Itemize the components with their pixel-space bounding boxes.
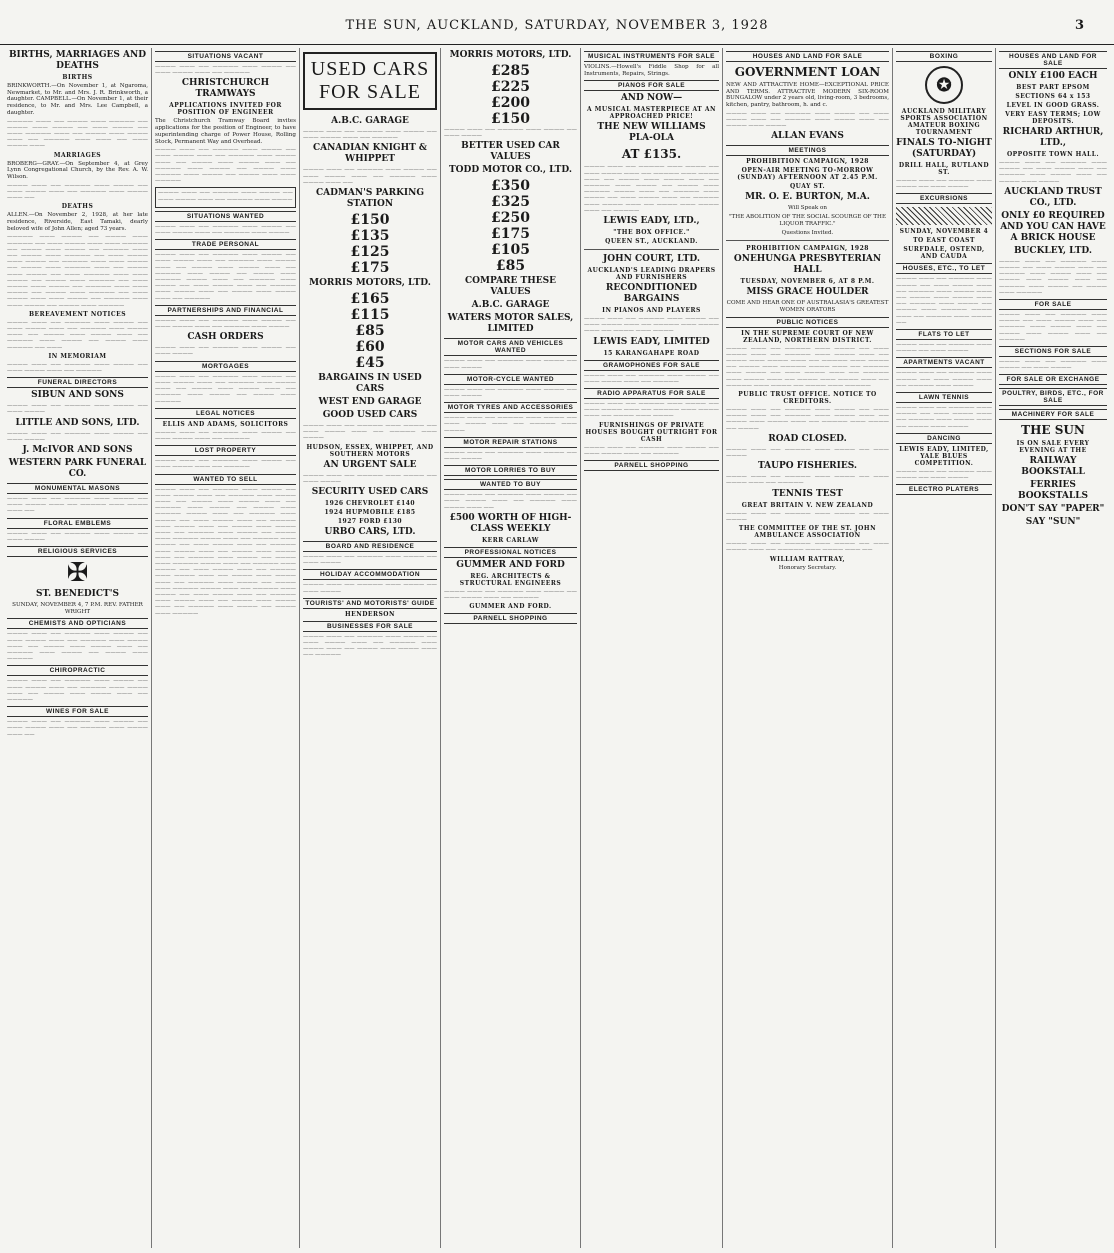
divider bbox=[584, 249, 719, 250]
ad-title: ONLY £0 REQUIRED AND YOU CAN HAVE A BRICK HOUSE bbox=[1000, 210, 1106, 243]
subheading: THE COMMITTEE OF THE ST. JOHN AMBULANCE ASSOCIATION bbox=[738, 525, 877, 540]
subheading: LEWIS EADY, LIMITED, YALE BLUES COMPETITION. bbox=[899, 445, 989, 467]
section-heading: APARTMENTS VACANT bbox=[896, 357, 992, 368]
ad-filler: ———— ——— —— ————— ——— ———— —— ——— ———— ——— —— ————— ——— ———— ——— —— ———— ——— ———— bbox=[896, 405, 992, 430]
ad-filler: ———— ——— —— ————— ——— ———— —— ——— ———— ——— —— ————— ——— ———— ——— —— ———— ——— ———— ——— —— ————— bbox=[7, 678, 148, 704]
ad-filler: ———— ——— —— ————— ——— ———— —— ——— ———— ——— —— ————— bbox=[584, 372, 719, 385]
boxer-emblem-icon: ✪ bbox=[925, 66, 963, 104]
section-heading: SECTIONS FOR SALE bbox=[999, 346, 1107, 357]
section-heading: MONUMENTAL MASONS bbox=[7, 483, 148, 494]
ad-filler: ———— ——— —— ————— ——— ———— —— ——— ———— ——— —— ————— bbox=[303, 129, 437, 142]
price: £350 bbox=[491, 178, 530, 195]
boxed-ad bbox=[155, 187, 296, 207]
ad-filler: ———— ——— —— ————— ——— ———— —— ——— ———— ——— —— ————— ——— ———— ——— —— ———— ——— ———— ——— —— ————— ——— ———— —— ———— ——— ————— bbox=[155, 373, 296, 405]
ad-filler: ———— ——— —— ————— ——— ———— —— ——— ———— ——— —— ————— ——— ———— ——— —— ———— ——— ———— bbox=[584, 401, 719, 420]
ad-filler: ———— ——— —— ————— ——— ———— —— ——— ———— bbox=[303, 582, 437, 595]
ad-title: WATERS MOTOR SALES, LIMITED bbox=[447, 313, 574, 335]
ad-filler: ———— ——— —— ————— ——— ———— —— ——— ———— ——— —— ————— ——— ———— ——— —— bbox=[444, 492, 577, 511]
column-used-cars bbox=[300, 48, 441, 1248]
price: £150 bbox=[350, 212, 390, 229]
flag-icon bbox=[896, 207, 992, 225]
section-heading: MOTOR CARS AND VEHICLES WANTED bbox=[444, 338, 577, 356]
ad-filler: ———— ——— —— ————— ——— ———— —— ——— ———— ——— —— ————— ——— ———— bbox=[155, 317, 296, 331]
notice-text: The Christchurch Tramway Board invites applications for the position of Engineer, to have superintending charge of Power House, Rolling Stock, Permanent Way and Overhead. bbox=[155, 118, 296, 145]
section-heading: TRADE PERSONAL bbox=[155, 239, 296, 250]
column-music bbox=[581, 48, 723, 1248]
section-heading: FLATS TO LET bbox=[896, 329, 992, 340]
notice-text: BRINKWORTH.—On November 1, at Ngaroma, Newmarket, to Mr. and Mrs. J. R. Brinkworth, a daughter. CAMPBELL.—On November 1, at their residence, to Mr. and Mrs. Lee Campbell, a daughter. bbox=[7, 83, 148, 116]
ad-title: COMPARE THESE VALUES bbox=[465, 276, 556, 298]
subheading: WILLIAM RATTRAY, bbox=[769, 555, 846, 563]
section-heading: MOTOR LORRIES TO BUY bbox=[444, 465, 577, 476]
notice-text: BROBERG—GRAY.—On September 4, at Grey Lynn Congregational Church, by the Rev. A. W. Wilson. bbox=[7, 160, 148, 180]
divider bbox=[726, 240, 889, 241]
section-heading: FOR SALE bbox=[999, 299, 1107, 310]
section-heading: PIANOS FOR SALE bbox=[584, 80, 719, 91]
section-heading: FLORAL EMBLEMS bbox=[7, 518, 148, 529]
section-heading: HOLIDAY ACCOMMODATION bbox=[303, 569, 437, 580]
subheading: APPLICATIONS INVITED FOR POSITION OF ENGINEER bbox=[169, 102, 282, 117]
section-heading: ELECTRO PLATERS bbox=[896, 484, 992, 495]
subheading: PROHIBITION CAMPAIGN, 1928 bbox=[746, 158, 869, 166]
ad-title: WESTERN PARK FUNERAL CO. bbox=[8, 458, 147, 480]
subheading: REG. ARCHITECTS & STRUCTURAL ENGINEERS bbox=[459, 572, 562, 587]
price: £165 bbox=[350, 291, 390, 308]
ad-filler: ———— ——— —— ————— ——— ———— —— ——— ———— ——— —— ————— ——— ———— bbox=[896, 370, 992, 389]
section-heading: FOR SALE OR EXCHANGE bbox=[999, 374, 1107, 385]
subheading: TO EAST COAST bbox=[913, 237, 975, 245]
section-heading: PARNELL SHOPPING bbox=[444, 613, 577, 624]
notice-text: SUNDAY, NOVEMBER 4, 7 P.M. REV. FATHER WRIGHT bbox=[12, 602, 143, 615]
ad-filler: ———— ——— —— ————— ——— ———— —— ——— ———— ——— —— ————— ——— ———— ——— —— ———— ——— ———— bbox=[999, 160, 1107, 185]
ad-title: URBO CARS, LTD. bbox=[324, 527, 416, 538]
cross-icon: ✠ bbox=[66, 558, 89, 589]
page-number: 3 bbox=[1074, 18, 1084, 33]
notice-text: NEW AND ATTRACTIVE HOME—EXCEPTIONAL PRICE AND TERMS. ATTRACTIVE MODERN SIX-ROOM BUNGALOW under 2 years old, living-room, 3 bedrooms, kitchen, pantry, bathroom, h. and c. bbox=[726, 82, 889, 109]
column-situations bbox=[152, 48, 300, 1248]
subheading: "THE BOX OFFICE." bbox=[613, 229, 690, 237]
price: £115 bbox=[350, 307, 390, 324]
ad-title: RICHARD ARTHUR, LTD., bbox=[1002, 127, 1104, 148]
column-sport bbox=[893, 48, 996, 1248]
ad-filler: ———— ——— —— ————— ——— ———— —— ——— ———— bbox=[7, 430, 148, 443]
ad-title: ROAD CLOSED. bbox=[768, 433, 847, 444]
price: £225 bbox=[491, 79, 530, 95]
ad-filler: ———— ——— —— ————— ——— ———— —— ——— ———— ——— —— ————— ——— ———— bbox=[303, 423, 437, 442]
car-price: 1927 FORD £130 bbox=[337, 518, 403, 526]
subheading: DRILL HALL, RUTLAND ST. bbox=[898, 162, 990, 176]
ad-title: ALLAN EVANS bbox=[771, 131, 844, 142]
subheading: LEVEL IN GOOD GRASS. bbox=[1006, 102, 1100, 109]
ad-filler: ———— ——— —— ————— ——— ———— —— ——— ———— ——— —— ————— ——— ———— ——— —— bbox=[303, 167, 437, 186]
ad-title: LEWIS EADY, LIMITED bbox=[593, 336, 710, 347]
subheading: HUDSON, ESSEX, WHIPPET, AND SOUTHERN MOTORS bbox=[306, 443, 434, 458]
notice-text: COME AND HEAR ONE OF AUSTRALASIA'S GREATEST WOMEN ORATORS bbox=[726, 300, 889, 313]
notice-text: Honorary Secretary. bbox=[778, 564, 837, 571]
used-cars-banner: USED CARS FOR SALE bbox=[303, 52, 437, 110]
subheading: QUAY ST. bbox=[789, 183, 826, 191]
ad-filler: ———— ——— —— ————— ——— ———— —— ——— ———— ——— —— ————— ——— ———— bbox=[444, 415, 577, 434]
section-heading: MOTOR-CYCLE WANTED bbox=[444, 374, 577, 385]
car-price: 1926 CHEVROLET £140 bbox=[324, 500, 416, 508]
subheading: BEREAVEMENT NOTICES bbox=[28, 310, 127, 318]
price: £45 bbox=[355, 355, 385, 372]
subheading: MARRIAGES bbox=[53, 151, 102, 159]
notice-text: ALLEN.—On November 2, 1928, at her late residence, Riverside, East Tamaki, dearly beloved wife of John Allen; aged 73 years. bbox=[7, 212, 148, 232]
ad-title: TODD MOTOR CO., LTD. bbox=[448, 165, 573, 176]
ad-filler: ———— ——— —— ————— ——— ———— —— ——— ———— ——— —— ————— bbox=[155, 64, 296, 77]
ad-filler: ———— ——— —— ————— ——— ———— —— ——— ———— bbox=[303, 472, 437, 485]
ad-filler: ———— ——— —— ————— ——— ———— —— ——— ———— bbox=[896, 178, 992, 191]
section-heading: BOXING bbox=[896, 51, 992, 62]
section-heading: HOUSES, ETC., TO LET bbox=[896, 263, 992, 274]
subheading: 15 KARANGAHAPE ROAD bbox=[603, 349, 700, 357]
ad-title: FINALS TO-NIGHT (SATURDAY) bbox=[896, 138, 992, 159]
subheading: SECTIONS 64 x 153 bbox=[1015, 93, 1091, 100]
ad-title: TAUPO FISHERIES. bbox=[757, 461, 858, 472]
ad-title: SECURITY USED CARS bbox=[311, 487, 429, 498]
ad-title: LITTLE AND SONS, LTD. bbox=[15, 417, 140, 428]
subheading: OPEN-AIR MEETING TO-MORROW (SUNDAY) AFTERNOON AT 2.45 P.M. bbox=[737, 167, 878, 182]
ad-title: CANADIAN KNIGHT & WHIPPET bbox=[312, 143, 428, 165]
subheading: FURNISHINGS OF PRIVATE HOUSES BOUGHT OUTRIGHT FOR CASH bbox=[585, 421, 718, 443]
ad-title: GUMMER AND FORD bbox=[456, 559, 565, 570]
section-heading: HOUSES AND LAND FOR SALE bbox=[999, 51, 1107, 69]
section-heading: TOURISTS' AND MOTORISTS' GUIDE bbox=[303, 598, 437, 609]
ad-filler: ———— ——— —— ————— ——— ———— —— ——— ———— ——— —— ————— ——— ———— ——— —— bbox=[726, 541, 889, 554]
ad-filler: ———— ——— —— ————— ——— ———— —— ——— ———— bbox=[896, 468, 992, 482]
ad-filler: ———— ——— —— ————— ——— ———— —— ——— ———— ——— —— ————— ——— ———— ——— —— ———— ——— ———— ——— —— ————— ——— ———— —— ———— bbox=[726, 407, 889, 432]
section-heading: SITUATIONS VACANT bbox=[155, 51, 296, 62]
notice-filler: ———— ——— —— ————— ——— ———— —— ——— ———— ——— —— ————— ——— ———— ——— —— bbox=[7, 182, 148, 202]
section-heading: MACHINERY FOR SALE bbox=[999, 409, 1107, 420]
price: AT £135. bbox=[621, 147, 682, 162]
section-heading: EXCURSIONS bbox=[896, 193, 992, 204]
ad-title: CADMAN'S PARKING STATION bbox=[315, 188, 425, 210]
ad-title: RAILWAY BOOKSTALL bbox=[1021, 456, 1085, 478]
section-heading: WINES FOR SALE bbox=[7, 706, 148, 717]
ad-title: MORRIS MOTORS, LTD. bbox=[449, 50, 572, 60]
ad-filler: ———— ——— —— ————— ——— ———— —— ——— ———— ——— —— ————— bbox=[155, 429, 296, 442]
ad-filler: ———— ——— —— ————— ——— ———— —— ——— ———— ——— —— ————— ——— ———— bbox=[158, 190, 293, 203]
subheading: HENDERSON bbox=[344, 610, 396, 618]
subheading: QUEEN ST., AUCKLAND. bbox=[605, 238, 698, 246]
ad-title: AUCKLAND TRUST CO., LTD. bbox=[1004, 186, 1102, 208]
ad-title: AND NOW— bbox=[620, 93, 683, 104]
ad-filler: ———— ——— —— ————— ——— ———— —— ——— ———— ——— —— ————— bbox=[155, 458, 296, 471]
notice-filler: ————— ——— ———— —— ———— ——— ————— —— ——— ———— ——— ——— ————— —— ———— ——— ———— —— ————— ——— —— ———— ——— ————— —— ——— ———— ——— ———— —— ————— ——— ——— ———— —— ———— ——— ————— ——— —— ———— ——— ———— —— ——— ————— ——— ——— ———— —— ———— ——— ————— —— ——— ———— ——— ———— —— ————— ——— ——— ———— —— ———— ——— ————— —— ——— ———— ——— ——— ———— —— ————— ——— ——— ———— —— ———— ——— ————— bbox=[7, 234, 148, 309]
section-heading: RELIGIOUS SERVICES bbox=[7, 546, 148, 557]
ad-filler: ———— ——— —— ————— ——— ———— —— ——— ———— ——— —— ————— ——— ———— ——— —— bbox=[7, 496, 148, 515]
ad-filler: ———— ——— —— ————— ——— ———— —— ——— ———— ——— —— ————— ——— ———— ——— —— ———— ——— ———— ——— —— ————— ——— ———— —— ———— ——— ————— bbox=[7, 631, 148, 663]
ad-title: RECONDITIONED BARGAINS bbox=[605, 283, 698, 305]
ad-title: £500 WORTH OF HIGH-CLASS WEEKLY bbox=[449, 512, 572, 534]
masthead bbox=[0, 0, 1114, 45]
subheading: BIRTHS bbox=[62, 74, 93, 81]
subheading: OPPOSITE TOWN HALL. bbox=[1006, 151, 1100, 158]
section-heading: BOARD AND RESIDENCE bbox=[303, 541, 437, 552]
ad-filler: ———— ——— —— ————— ——— ———— —— ——— ———— bbox=[303, 554, 437, 567]
notice-text: VIOLINS.—Howell's Fiddle Shop for all Instruments, Repairs, Strings. bbox=[584, 64, 719, 77]
ad-title: ST. BENEDICT'S bbox=[36, 589, 119, 600]
price: £85 bbox=[355, 323, 385, 340]
page-title: THE SUN, AUCKLAND, SATURDAY, NOVEMBER 3, 1928 bbox=[345, 18, 769, 33]
ad-title: MISS GRACE HOULDER bbox=[746, 287, 869, 298]
notice-filler: ———— ——— —— ————— ——— ———— —— ——— ———— ——— —— ————— bbox=[7, 361, 148, 375]
section-heading: POULTRY, BIRDS, ETC., FOR SALE bbox=[999, 388, 1107, 406]
price: £200 bbox=[491, 95, 530, 111]
subheading: VERY EASY TERMS; LOW DEPOSITS. bbox=[1005, 111, 1101, 125]
ad-filler: ———— ——— —— ————— ——— ———— —— ——— ———— ——— —— ————— ——— ———— ——— —— ———— ——— ———— bbox=[726, 110, 889, 130]
ad-filler: ———— ——— —— ————— ——— ———— —— ——— ———— ——— —— ————— ——— ———— bbox=[155, 223, 296, 237]
ad-title: DON'T SAY "PAPER" bbox=[1001, 504, 1105, 515]
price: £105 bbox=[491, 242, 530, 259]
ad-filler: ———— ——— —— ————— ——— ———— —— ——— ———— bbox=[999, 359, 1107, 372]
ad-title: GOOD USED CARS bbox=[322, 410, 418, 421]
ad-filler: ———— ——— —— ————— ——— ———— —— ——— ———— ——— —— ————— ——— ———— ——— —— ———— ——— ———— ——— —— ————— bbox=[303, 633, 437, 659]
section-heading: WANTED TO BUY bbox=[444, 479, 577, 490]
subheading: AUCKLAND MILITARY SPORTS ASSOCIATION AMATEUR BOXING TOURNAMENT bbox=[900, 108, 988, 136]
ad-filler: ———— ——— —— ————— ——— ———— —— ——— ———— ——— —— ————— ——— ———— ——— —— ———— ——— ———— ——— —— ————— ——— ———— —— ———— ——— ————— ———— ——— —— ————— ——— ———— —— ——— ———— ——— —— ————— ——— ———— ——— —— ———— ——— ———— ——— —— ————— ——— ———— —— ———— ——— ————— bbox=[726, 345, 889, 389]
ad-filler: ———— ——— —— ————— ——— ———— —— ——— ———— bbox=[444, 358, 577, 371]
section-heading: DANCING bbox=[896, 433, 992, 444]
ad-filler: ———— ——— —— ————— ——— ———— —— ——— ———— bbox=[444, 449, 577, 463]
ad-filler: ———— ——— —— ————— ——— ———— —— ——— ———— bbox=[7, 530, 148, 543]
price: £175 bbox=[491, 226, 530, 243]
ad-title: TENNIS TEST bbox=[772, 488, 843, 499]
subheading: TUESDAY, NOVEMBER 6, AT 8 P.M. bbox=[740, 278, 875, 286]
section-heading: LAWN TENNIS bbox=[896, 392, 992, 403]
subheading: IN PIANOS AND PLAYERS bbox=[602, 307, 701, 315]
ad-filler: ———— ——— —— ————— ——— ———— —— ——— ———— ——— —— ————— bbox=[444, 588, 577, 602]
ad-filler: ———— ——— —— ————— ——— ———— —— ——— ———— bbox=[726, 446, 889, 460]
notice-filler: ———— ——— —— ————— ——— ———— —— ——— ———— ——— —— ————— ——— ———— ——— —— ———— ——— ———— ——— —— ————— ——— ———— —— ———— ——— ————— —— ——— bbox=[7, 319, 148, 351]
ad-title: FERRIES BOOKSTALLS bbox=[1017, 480, 1089, 502]
section-heading: WANTED TO SELL bbox=[155, 474, 296, 485]
section-heading: CHEMISTS AND OPTICIANS bbox=[7, 618, 148, 629]
subheading: PROHIBITION CAMPAIGN, 1928 bbox=[746, 245, 869, 253]
ad-title: BARGAINS IN USED CARS bbox=[318, 373, 422, 395]
subheading: SURFDALE, OSTEND, AND CAUDA bbox=[903, 246, 985, 261]
section-heading: CHIROPRACTIC bbox=[7, 665, 148, 676]
columns bbox=[4, 48, 1110, 1248]
section-heading: FUNERAL DIRECTORS bbox=[7, 377, 148, 388]
ad-title: SAY "SUN" bbox=[1025, 517, 1081, 528]
ad-title: A.B.C. GARAGE bbox=[331, 116, 409, 126]
subheading: IS ON SALE EVERY EVENING AT THE bbox=[1016, 440, 1090, 455]
ad-title: MORRIS MOTORS, LTD. bbox=[309, 278, 431, 289]
column-births bbox=[4, 48, 152, 1248]
ad-filler: ———— ——— —— ————— ——— ———— —— ——— ———— ——— —— ————— ——— ———— ——— —— ———— ——— ———— ——— —— ————— ——— ———— —— ———— ——— ————— bbox=[999, 258, 1107, 296]
price: £125 bbox=[350, 244, 390, 261]
column-houses bbox=[723, 48, 893, 1248]
ad-title: MR. O. E. BURTON, M.A. bbox=[745, 192, 870, 203]
ad-filler: ———— ——— —— ————— ——— ———— —— ——— ———— ——— —— ————— bbox=[584, 444, 719, 457]
subheading: GUMMER AND FORD. bbox=[469, 603, 552, 611]
price: £250 bbox=[491, 210, 530, 227]
ad-title: ONLY £100 EACH bbox=[1008, 71, 1098, 81]
subheading: BEST PART EPSOM bbox=[1016, 84, 1090, 91]
section-heading: LEGAL NOTICES bbox=[155, 408, 296, 419]
subheading: SUNDAY, NOVEMBER 4 bbox=[899, 228, 989, 236]
section-heading: SITUATIONS WANTED bbox=[155, 211, 296, 222]
notice-filler: ————— ——— —— ———— ——— ————— —— ———— ——— ———— —— ——— ———— —— ——— ————— ——— —— ———— ——— ———— ——— —— ————— ——— ——— —— ——— ———— ——— bbox=[7, 118, 148, 150]
subheading: GREAT BRITAIN V. NEW ZEALAND bbox=[741, 501, 874, 509]
price: £285 bbox=[491, 63, 530, 79]
notice-text: Questions Invited. bbox=[781, 229, 834, 236]
subheading: AUCKLAND'S LEADING DRAPERS AND FURNISHERS bbox=[587, 267, 716, 282]
price: £135 bbox=[350, 228, 390, 245]
subheading: IN MEMORIAM bbox=[48, 352, 107, 360]
price: £150 bbox=[491, 111, 530, 127]
section-heading: BUSINESSES FOR SALE bbox=[303, 621, 437, 632]
price: £60 bbox=[355, 339, 385, 356]
section-heading: PARNELL SHOPPING bbox=[584, 460, 719, 471]
section-heading: BIRTHS, MARRIAGES AND DEATHS bbox=[8, 50, 147, 71]
ad-title: BETTER USED CAR VALUES bbox=[461, 141, 560, 163]
ad-filler: ———— ——— —— ————— ——— ———— —— ——— ———— ——— —— ————— ——— ———— ——— —— ———— ——— ———— ——— —— ————— ——— ———— —— ———— ——— ————— ——— ———— —— ———— ——— ——— ————— bbox=[155, 147, 296, 185]
section-heading: PROFESSIONAL NOTICES bbox=[444, 547, 577, 558]
section-heading: GRAMOPHONES FOR SALE bbox=[584, 360, 719, 371]
ad-filler: ———— ——— —— ————— ——— ———— —— ——— ———— bbox=[444, 127, 577, 140]
ad-filler: ———— ——— —— ————— ——— ———— —— ——— ———— bbox=[896, 342, 992, 355]
ad-filler: ———— ——— —— ————— ——— ———— —— ——— ———— ——— —— ————— bbox=[726, 474, 889, 487]
subheading: IN THE SUPREME COURT OF NEW ZEALAND, NORTHERN DISTRICT. bbox=[741, 329, 874, 344]
ad-title: THE SUN bbox=[1021, 423, 1085, 438]
ad-title: WEST END GARAGE bbox=[318, 397, 422, 408]
ad-filler: ———— ——— —— ————— ——— ———— —— ——— ———— bbox=[155, 345, 296, 358]
ad-filler: ———— ——— —— ————— ——— ———— —— ——— ———— ——— —— ————— ——— ———— ——— —— ———— ——— ———— ——— —— ————— ——— ———— —— ———— ——— ————— ———— ——— —— ————— ——— ———— —— ——— ———— ——— —— ————— ——— ———— ——— —— ———— ——— ———— ——— —— ————— bbox=[584, 164, 719, 214]
ad-filler: ———— ——— —— ————— ——— ———— —— ——— ———— ——— —— ————— ——— ———— ——— —— ———— ——— ———— bbox=[584, 316, 719, 335]
ad-filler: ———— ——— —— ————— ——— ———— —— ——— ———— ——— —— ————— ——— ———— ——— —— bbox=[7, 719, 148, 738]
section-heading: MOTOR TYRES AND ACCESSORIES bbox=[444, 402, 577, 413]
price: £325 bbox=[491, 194, 530, 211]
ad-filler: ———— ——— —— ————— ——— ———— —— ——— ———— ——— —— ————— ——— ———— ——— —— ———— ——— ———— ——— —— ————— bbox=[999, 312, 1107, 343]
ad-title: BUCKLEY, LTD. bbox=[1013, 245, 1093, 256]
ad-title: CHRISTCHURCH TRAMWAYS bbox=[181, 78, 270, 100]
ad-filler: ———— ——— —— ————— ——— ———— —— ——— ———— ——— —— ————— ——— ———— ——— —— ———— ——— ———— ——— —— ————— ——— ———— —— ———— ——— ————— ———— ——— —— ————— ——— ———— —— ——— ———— ——— —— ————— ——— ———— ——— —— ———— ——— ———— ——— —— ————— ——— ———— —— ———— ——— ————— ———— ——— —— ————— ——— ———— —— ——— ———— ——— —— ————— ——— ———— ——— —— ———— ——— ———— ——— —— ————— ——— ———— —— ———— ——— ————— ———— ——— —— ————— ——— ———— —— ——— ———— ——— —— ————— ——— ———— ——— —— ———— ——— ———— ——— —— ————— ——— ———— —— ———— ——— ————— ———— ——— —— ————— ——— ———— —— ——— ———— ——— —— ————— ——— ———— ——— —— ———— ——— ———— ——— —— ————— ——— ———— —— ———— ——— ————— bbox=[155, 486, 296, 617]
ad-title: CASH ORDERS bbox=[187, 332, 264, 343]
ad-filler: ———— ——— —— ————— ——— ———— —— ——— ———— bbox=[726, 510, 889, 523]
ad-title: LEWIS EADY, LTD., bbox=[603, 216, 700, 227]
ad-title: THE NEW WILLIAMS PLA-OLA bbox=[597, 122, 706, 144]
ad-title: JOHN COURT, LTD. bbox=[602, 254, 701, 265]
ad-title: GOVERNMENT LOAN bbox=[734, 65, 881, 79]
section-heading: MOTOR REPAIR STATIONS bbox=[444, 437, 577, 448]
ad-filler: ———— ——— —— ————— ——— ———— —— ——— ———— bbox=[7, 403, 148, 416]
section-heading: MUSICAL INSTRUMENTS FOR SALE bbox=[584, 51, 719, 62]
column-land bbox=[996, 48, 1110, 1248]
notice-text: Will Speak on bbox=[788, 205, 827, 212]
section-heading: RADIO APPARATUS FOR SALE bbox=[584, 388, 719, 399]
price: £175 bbox=[350, 260, 390, 277]
section-heading: PUBLIC NOTICES bbox=[726, 317, 889, 328]
ad-filler: ———— ——— —— ————— ——— ———— —— ——— ———— bbox=[444, 386, 577, 400]
ad-title: SIBUN AND SONS bbox=[31, 390, 124, 401]
notice-text: "THE ABOLITION OF THE SOCIAL SCOURGE OF THE LIQUOR TRAFFIC." bbox=[728, 214, 887, 227]
subheading: A MUSICAL MASTERPIECE AT AN APPROACHED PRICE! bbox=[587, 106, 716, 121]
ad-title: ONEHUNGA PRESBYTERIAN HALL bbox=[733, 254, 882, 276]
section-heading: PARTNERSHIPS AND FINANCIAL bbox=[155, 305, 296, 316]
ad-title: A.B.C. GARAGE bbox=[471, 300, 550, 311]
subheading: DEATHS bbox=[61, 203, 94, 211]
section-heading: HOUSES AND LAND FOR SALE bbox=[726, 51, 889, 62]
ad-filler: ———— ——— —— ————— ——— ———— —— ——— ———— ——— —— ————— ——— ———— ——— —— ———— ——— ———— ——— —— ————— ——— ———— —— ———— ——— ————— ———— ——— —— ————— ——— ———— —— bbox=[896, 276, 992, 326]
section-heading: MEETINGS bbox=[726, 145, 889, 156]
ad-title: AN URGENT SALE bbox=[323, 459, 417, 470]
price: £85 bbox=[495, 258, 526, 275]
column-motors bbox=[441, 48, 581, 1248]
subheading: ELLIS AND ADAMS, SOLICITORS bbox=[162, 420, 289, 428]
ad-title: J. McIVOR AND SONS bbox=[22, 445, 133, 456]
section-heading: LOST PROPERTY bbox=[155, 445, 296, 456]
ad-filler: ———— ——— —— ————— ——— ———— —— ——— ———— ——— —— ————— ——— ———— ——— —— ———— ——— ———— ——— —— ————— ——— ———— —— ———— ——— ————— ———— ——— —— ————— ——— ———— —— ——— ———— ——— —— ————— ——— ———— ——— —— ———— ——— ———— ——— —— ————— bbox=[155, 252, 296, 302]
section-heading: MORTGAGES bbox=[155, 361, 296, 372]
car-price: 1924 HUPMOBILE £185 bbox=[324, 509, 416, 517]
subheading: PUBLIC TRUST OFFICE. NOTICE TO CREDITORS. bbox=[738, 391, 877, 406]
subheading: KERR CARLAW bbox=[481, 536, 540, 544]
